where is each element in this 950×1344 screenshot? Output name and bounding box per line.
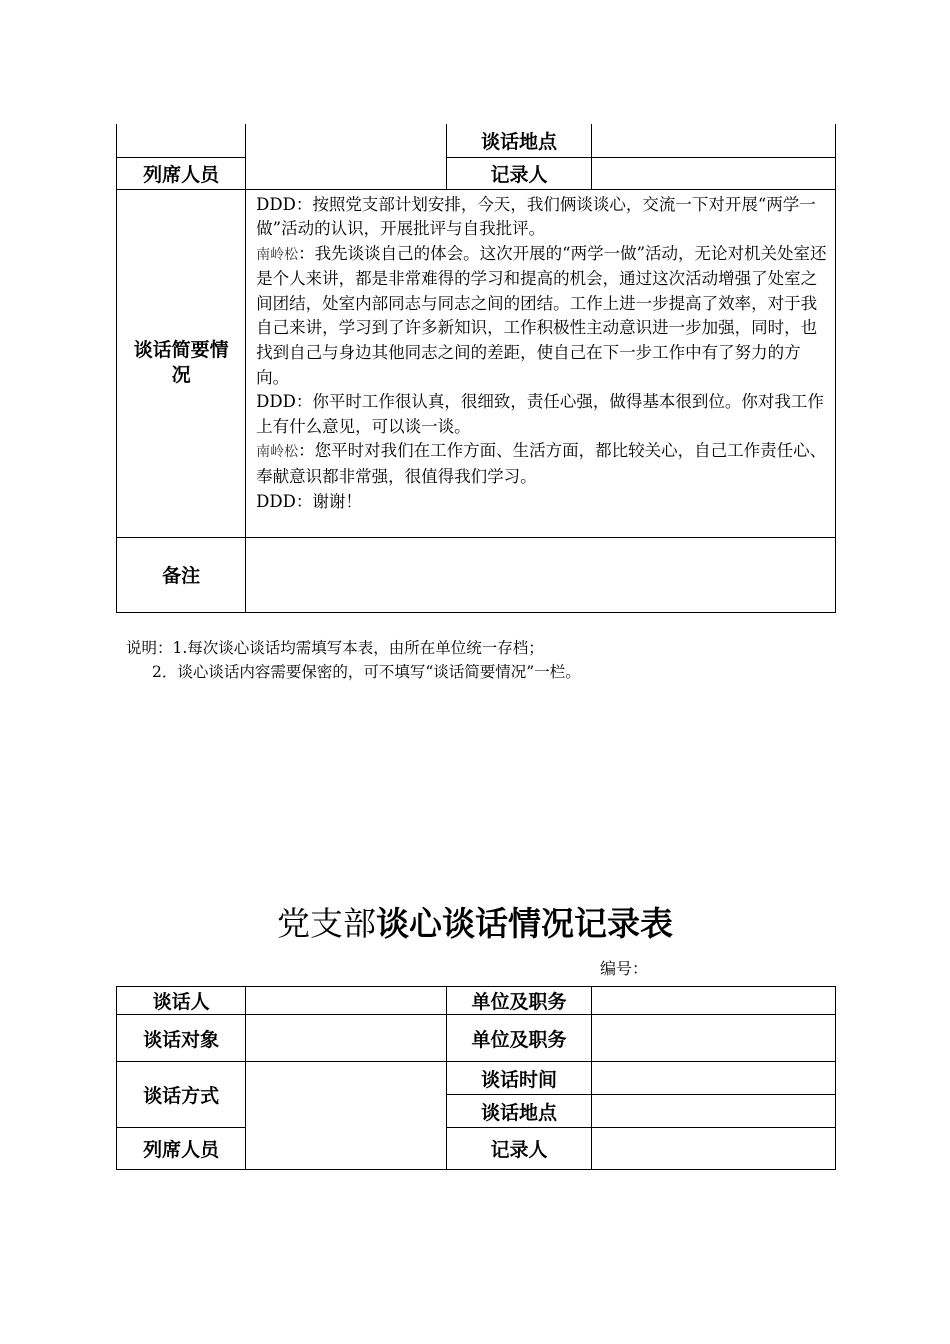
note-line: 说明：1.每次谈心谈话均需填写本表，由所在单位统一存档；	[126, 639, 544, 657]
talker-label: 谈话人	[117, 987, 246, 1015]
recorder-label: 记录人	[447, 1128, 591, 1170]
summary-label: 谈话简要情况	[117, 189, 246, 537]
method-label: 谈话方式	[117, 1062, 246, 1128]
speaker: 南岭松	[256, 246, 299, 263]
cell-recorder-value[interactable]	[591, 157, 835, 189]
cell-remarks-value[interactable]	[246, 537, 836, 612]
serial-number-label: 编号：	[600, 959, 649, 978]
location-label: 谈话地点	[447, 1095, 591, 1128]
cell-time-value[interactable]	[591, 1062, 835, 1095]
cell-target-value[interactable]	[246, 1015, 447, 1062]
attendees-label: 列席人员	[117, 1128, 246, 1170]
speaker: 南岭松	[256, 444, 299, 461]
unit-position-label: 单位及职务	[447, 1015, 591, 1062]
summary-paragraph: DDD：你平时工作很认真，很细致，责任心强，做得基本很到位。你对我工作上有什么意见，可以谈一谈。	[256, 392, 824, 436]
cell-method-value[interactable]	[246, 1062, 447, 1170]
page-title	[0, 898, 950, 945]
note-line: 2．谈心谈话内容需要保密的，可不填写“谈话简要情况”一栏。	[152, 663, 581, 681]
target-label: 谈话对象	[117, 1015, 246, 1062]
cell-location-value[interactable]	[591, 1095, 835, 1128]
cell-target-unit-value[interactable]	[591, 1015, 835, 1062]
cell-talker-value[interactable]	[246, 987, 447, 1015]
recorder-label: 记录人	[447, 157, 591, 189]
speaker: DDD	[256, 491, 296, 511]
speaker: DDD	[256, 194, 296, 214]
unit-position-label: 单位及职务	[447, 987, 591, 1015]
remarks-label: 备注	[117, 537, 246, 612]
notes	[126, 636, 581, 684]
cell-empty	[117, 124, 246, 157]
record-table	[116, 986, 836, 1170]
title-main: 谈心谈话情况记录表	[376, 904, 673, 943]
speaker: DDD	[256, 392, 296, 412]
summary-content[interactable]	[246, 189, 836, 537]
title-prefix: 党支部	[277, 904, 376, 943]
cell-attendees-value[interactable]	[246, 124, 447, 189]
time-label: 谈话时间	[447, 1062, 591, 1095]
summary-paragraph: 南岭松：您平时对我们在工作方面、生活方面，都比较关心，自己工作责任心、奉献意识都非常强，很值得我们学习。	[256, 441, 827, 487]
cell-talker-unit-value[interactable]	[591, 987, 835, 1015]
summary-paragraph: 南岭松：我先谈谈自己的体会。这次开展的“两学一做”活动，无论对机关处室还是个人来讲，都是非常难得的学习和提高的机会，通过这次活动增强了处室之间团结，处室内部同志与同志之间的团结。工作上进一步提高了效率，对于我自己来讲，学习到了许多新知识，工作积极性主动意识进一步加强，同时，也找到自己与身边其他同志之间的差距，使自己在下一步工作中有了努力的方向。	[256, 243, 827, 387]
record-table-continued	[116, 124, 836, 613]
summary-paragraph: DDD：按照党支部计划安排，今天，我们俩谈谈心，交流一下对开展“两学一做”活动的认识，开展批评与自我批评。	[256, 194, 816, 239]
summary-paragraph: DDD：谢谢！	[256, 491, 362, 511]
cell-recorder-value[interactable]	[591, 1128, 835, 1170]
location-label: 谈话地点	[447, 124, 591, 157]
attendees-label: 列席人员	[117, 157, 246, 189]
cell-location-value[interactable]	[591, 124, 835, 157]
